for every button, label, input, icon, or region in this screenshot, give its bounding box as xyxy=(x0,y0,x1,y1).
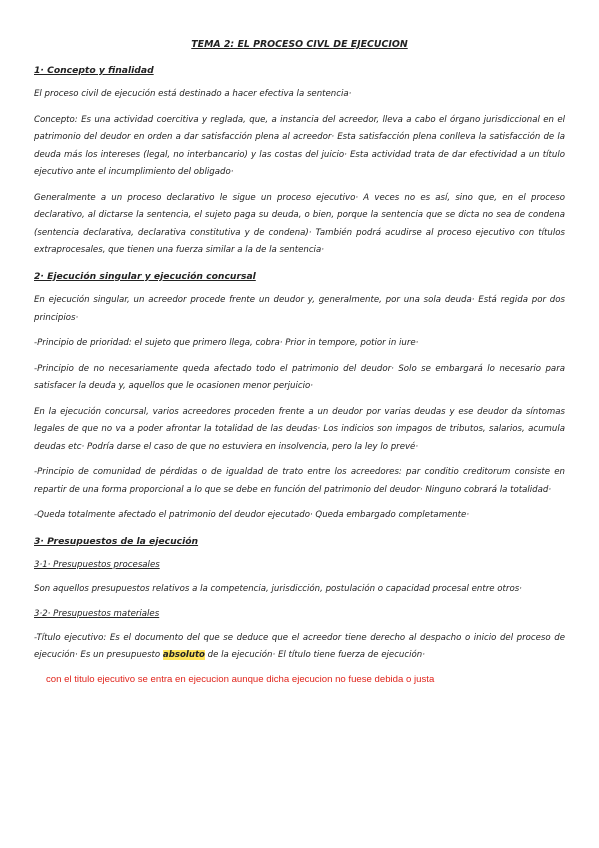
section-1-paragraph-2: Concepto: Es una actividad coercitiva y reglada, que, a instancia del acreedor, lleva a cabo el órgano jurisdiccional en el patrimonio del deudor en orden a dar satisfacción plena al acreedor· Esta satisfacción plena conlleva la satisfacción de la deuda más los intereses (legal, no interbancario) y las costas del juicio· Esta actividad trata de dar efectividad a un título ejecutivo ante el incumplimiento del obligado· xyxy=(34,114,565,177)
section-2-paragraph-1: En ejecución singular, un acreedor procede frente un deudor y, generalmente, por una sola deuda· Está regida por dos principios· xyxy=(34,295,565,323)
section-1-paragraph-1: El proceso civil de ejecución está destinado a hacer efectiva la sentencia· xyxy=(34,89,352,99)
section-3-paragraph-1: Son aquellos presupuestos relativos a la competencia, jurisdicción, postulación o capacidad procesal entre otros· xyxy=(34,583,522,594)
red-annotation-note: con el titulo ejecutivo se entra en ejecucion aunque dicha ejecucion no fuese debida o justa xyxy=(46,673,435,685)
highlighted-word: absoluto xyxy=(162,650,205,660)
section-2-paragraph-4: En la ejecución concursal, varios acreedores proceden frente a un deudor por varias deudas y ese deudor da síntomas legales de que no va a poder afrontar la totalidad de las deudas· Los indicios son impagos de tributos, salarios, acumula deudas etc· Podría darse el caso de que no estuviera en insolvencia, pero la ley lo prevé· xyxy=(34,406,565,452)
section-2-paragraph-6: -Queda totalmente afectado el patrimonio del deudor ejecutado· Queda embargado completamente· xyxy=(34,510,470,520)
titulo-ejecutivo-text-start: -Título ejecutivo: Es el documento del que se deduce que el acreedor tiene derecho al despacho o inicio del proceso de ejecución· Es un presupuesto xyxy=(34,632,565,660)
section-1-paragraph-3: Generalmente a un proceso declarativo le sigue un proceso ejecutivo· A veces no es así, sino que, en el proceso declarativo, al dictarse la sentencia, el sujeto paga su deuda, o bien, porque la sentencia que se dicta no sea de condena (sentencia declarativa, declarativa constitutiva y de condena)· También podrá acudirse al proceso ejecutivo con títulos extraprocesales, que tienen una fuerza similar a la de la sentencia· xyxy=(34,192,565,255)
subsection-3-1-heading: 3·1· Presupuestos procesales xyxy=(34,560,160,570)
section-2-paragraph-2: -Principio de prioridad: el sujeto que primero llega, cobra· Prior in tempore, potior in iure· xyxy=(34,338,419,348)
page-title: TEMA 2: EL PROCESO CIVL DE EJECUCION xyxy=(191,39,408,50)
section-3-paragraph-2 xyxy=(34,630,565,665)
section-2-paragraph-5: -Principio de comunidad de pérdidas o de igualdad de trato entre los acreedores: par conditio creditorum consiste en repartir de una forma proporcional a lo que se debe en función del patrimonio del deudor· Ninguno cobrará la totalidad· xyxy=(34,467,565,495)
section-1-heading: 1· Concepto y finalidad xyxy=(34,64,154,76)
section-2-heading: 2· Ejecución singular y ejecución concursal xyxy=(34,270,256,282)
subsection-3-2-heading: 3·2· Presupuestos materiales xyxy=(34,609,160,619)
section-3-heading: 3· Presupuestos de la ejecución xyxy=(34,535,199,547)
section-2-paragraph-3: -Principio de no necesariamente queda afectado todo el patrimonio del deudor· Solo se embargará lo necesario para satisfacer la deuda y, aquellos que le ocasionen menor perjuicio· xyxy=(34,363,565,391)
titulo-ejecutivo-text-end: de la ejecución· El título tiene fuerza de ejecución· xyxy=(204,650,425,660)
